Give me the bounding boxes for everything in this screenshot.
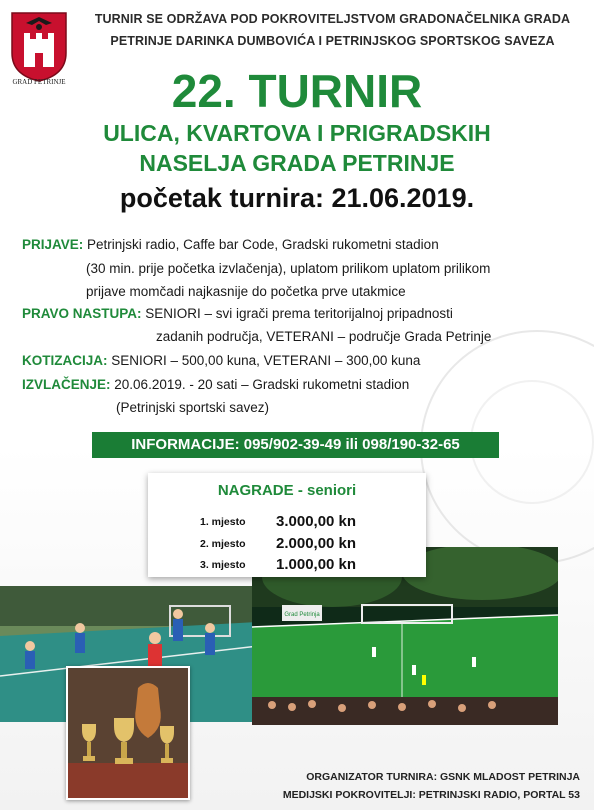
izvlacenje-text-2: (Petrinjski sportski savez) bbox=[116, 400, 270, 415]
prize-amount-2: 2.000,00 kn bbox=[276, 535, 357, 552]
pravo-text-1: SENIORI – svi igrači prema teritorijalnoj pripadnosti bbox=[145, 306, 453, 321]
kotizacija-row bbox=[22, 353, 420, 368]
prijave-text-2: (30 min. prije početka izvlačenja), uplatom prilikom uplatom prilikom bbox=[86, 261, 491, 276]
header-line-1: TURNIR SE ODRŽAVA POD POKROVITELJSTVOM GRADONAČELNIKA GRADA bbox=[94, 12, 571, 26]
trophies-scene bbox=[68, 668, 188, 798]
header-line-2: PETRINJE DARINKA DUMBOVIĆA I PETRINJSKOG SPORTSKOG SAVEZA bbox=[110, 34, 555, 48]
prize-place-1: 1. mjesto bbox=[200, 516, 246, 528]
info-phone-bar: INFORMACIJE: 095/902-39-49 ili 098/190-32-65 bbox=[92, 432, 499, 458]
subtitle-2: NASELJA GRADA PETRINJE bbox=[139, 150, 455, 176]
prize-amount-1: 3.000,00 kn bbox=[276, 513, 357, 530]
prize-amount-3: 1.000,00 kn bbox=[276, 556, 357, 573]
crest-caption: GRAD PETRINJE bbox=[12, 78, 66, 86]
kotizacija-label: KOTIZACIJA: bbox=[22, 353, 108, 368]
banner-text: Grad Petrinja bbox=[284, 612, 320, 618]
pravo-text-2: zadanih područja, VETERANI – područje Grada Petrinje bbox=[156, 329, 492, 344]
footer-organizer: ORGANIZATOR TURNIRA: GSNK MLADOST PETRINJA bbox=[306, 771, 580, 783]
izvlacenje-row bbox=[22, 377, 409, 392]
prize-place-3: 3. mjesto bbox=[200, 559, 246, 571]
photo-trophies bbox=[66, 666, 190, 800]
prijave-text-1: Petrinjski radio, Caffe bar Code, Gradski rukometni stadion bbox=[87, 237, 439, 252]
pravo-label: PRAVO NASTUPA: bbox=[22, 306, 142, 321]
prize-title: NAGRADE - seniori bbox=[217, 482, 357, 499]
start-date: početak turnira: 21.06.2019. bbox=[119, 183, 475, 213]
subtitle-1: ULICA, KVARTOVA I PRIGRADSKIH bbox=[103, 120, 491, 146]
izvlacenje-text-1: 20.06.2019. - 20 sati – Gradski rukometni stadion bbox=[114, 377, 410, 392]
izvlacenje-label: IZVLAČENJE: bbox=[22, 377, 111, 392]
kotizacija-text: SENIORI – 500,00 kuna, VETERANI – 300,00 kuna bbox=[111, 353, 421, 368]
prijave-row bbox=[22, 237, 439, 252]
footer-media: MEDIJSKI POKROVITELJI: PETRINJSKI RADIO, PORTAL 53 bbox=[282, 789, 580, 801]
prijave-label: PRIJAVE: bbox=[22, 237, 84, 252]
main-title: 22. TURNIR bbox=[171, 65, 423, 117]
prize-place-2: 2. mjesto bbox=[200, 538, 246, 550]
prize-box bbox=[148, 473, 426, 577]
pravo-row bbox=[22, 306, 453, 321]
prijave-text-3: prijave momčadi najkasnije do početka prve utakmice bbox=[86, 284, 406, 299]
